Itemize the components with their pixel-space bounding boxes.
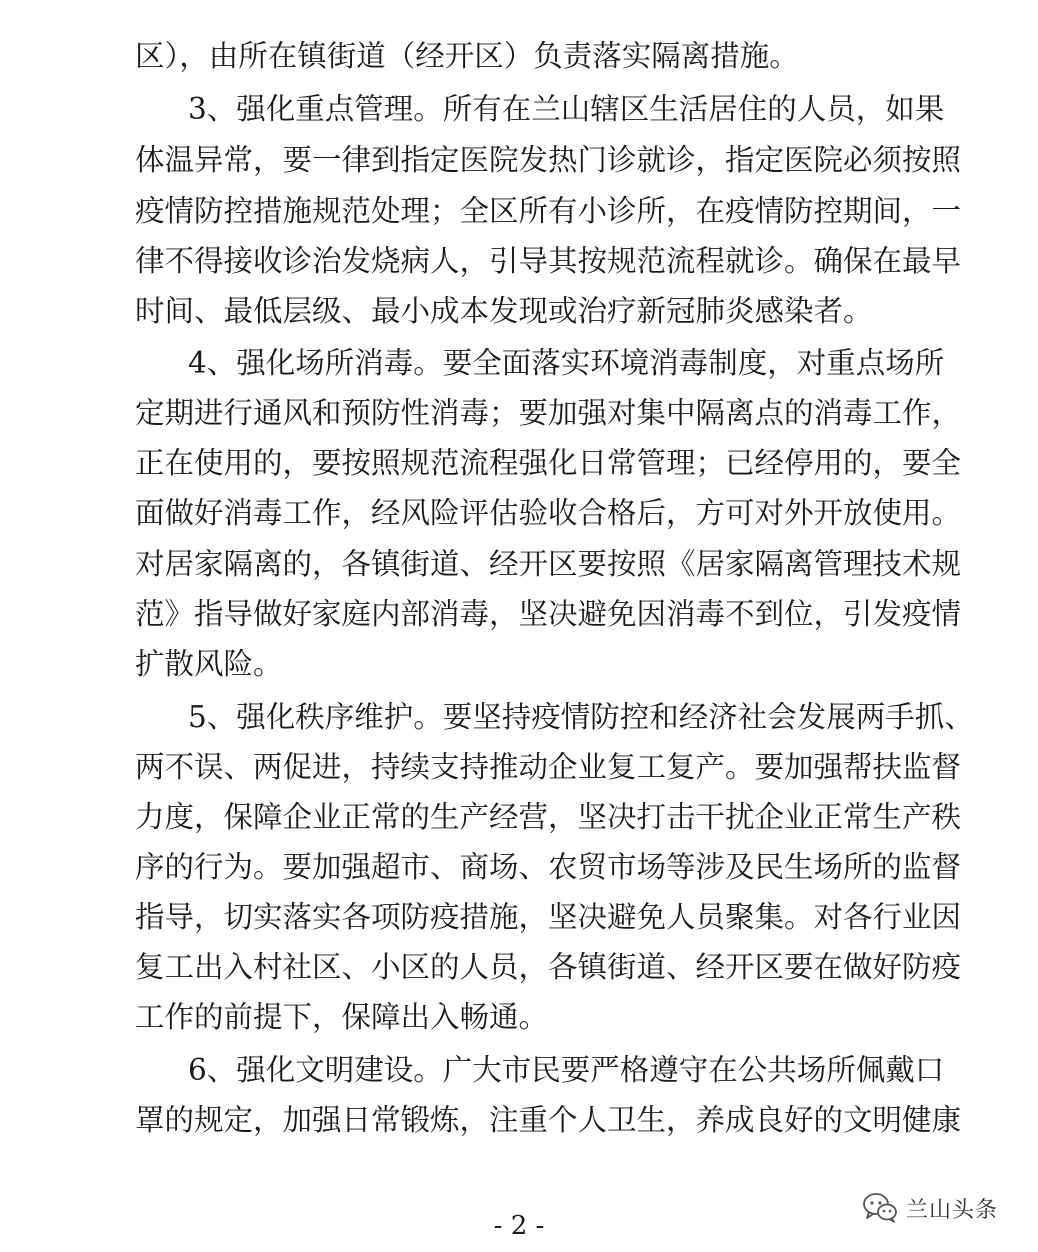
text-line: 疫情防控措施规范处理；全区所有小诊所，在疫情防控期间，一 bbox=[135, 194, 962, 228]
text-line: 区），由所在镇街道（经开区）负责落实隔离措施。 bbox=[135, 39, 799, 73]
text-line: 扩散风险。 bbox=[135, 647, 283, 681]
text-line: 正在使用的，要按照规范流程强化日常管理；已经停用的，要全 bbox=[135, 446, 962, 480]
text-line: 两不误、两促进，持续支持推动企业复工复产。要加强帮扶监督 bbox=[135, 750, 962, 784]
paragraph-heading-3: 3、强化重点管理。所有在兰山辖区生活居住的人员，如果 bbox=[188, 92, 945, 126]
text-line: 工作的前提下，保障出入畅通。 bbox=[135, 1000, 549, 1034]
text-line: 罩的规定，加强日常锻炼，注重个人卫生，养成良好的文明健康 bbox=[135, 1103, 962, 1137]
paragraph-heading-6: 6、强化文明建设。广大市民要严格遵守在公共场所佩戴口 bbox=[188, 1053, 945, 1087]
page-number: - 2 - bbox=[493, 1211, 545, 1241]
paragraph-heading-5: 5、强化秩序维护。要坚持疫情防控和经济社会发展两手抓、 bbox=[188, 700, 974, 734]
text-line: 对居家隔离的，各镇街道、经开区要按照《居家隔离管理技术规 bbox=[135, 547, 962, 581]
wechat-icon bbox=[862, 1192, 898, 1224]
text-line: 定期进行通风和预防性消毒；要加强对集中隔离点的消毒工作， bbox=[135, 396, 962, 430]
text-line: 时间、最低层级、最小成本发现或治疗新冠肺炎感染者。 bbox=[135, 294, 873, 328]
text-line: 序的行为。要加强超市、商场、农贸市场等涉及民生场所的监督 bbox=[135, 850, 962, 884]
paragraph-heading-4: 4、强化场所消毒。要全面落实环境消毒制度，对重点场所 bbox=[188, 346, 945, 380]
text-line: 力度，保障企业正常的生产经营，坚决打击干扰企业正常生产秩 bbox=[135, 800, 962, 834]
text-line: 面做好消毒工作，经风险评估验收合格后，方可对外开放使用。 bbox=[135, 496, 962, 530]
text-line: 律不得接收诊治发烧病人，引导其按规范流程就诊。确保在最早 bbox=[135, 244, 962, 278]
watermark-label: 兰山头条 bbox=[906, 1197, 999, 1223]
text-line: 指导，切实落实各项防疫措施，坚决避免人员聚集。对各行业因 bbox=[135, 900, 962, 934]
source-watermark bbox=[862, 1190, 998, 1226]
text-line: 范》指导做好家庭内部消毒，坚决避免因消毒不到位，引发疫情 bbox=[135, 597, 962, 631]
text-line: 复工出入村社区、小区的人员，各镇街道、经开区要在做好防疫 bbox=[135, 950, 962, 984]
text-line: 体温异常，要一律到指定医院发热门诊就诊，指定医院必须按照 bbox=[135, 143, 962, 177]
